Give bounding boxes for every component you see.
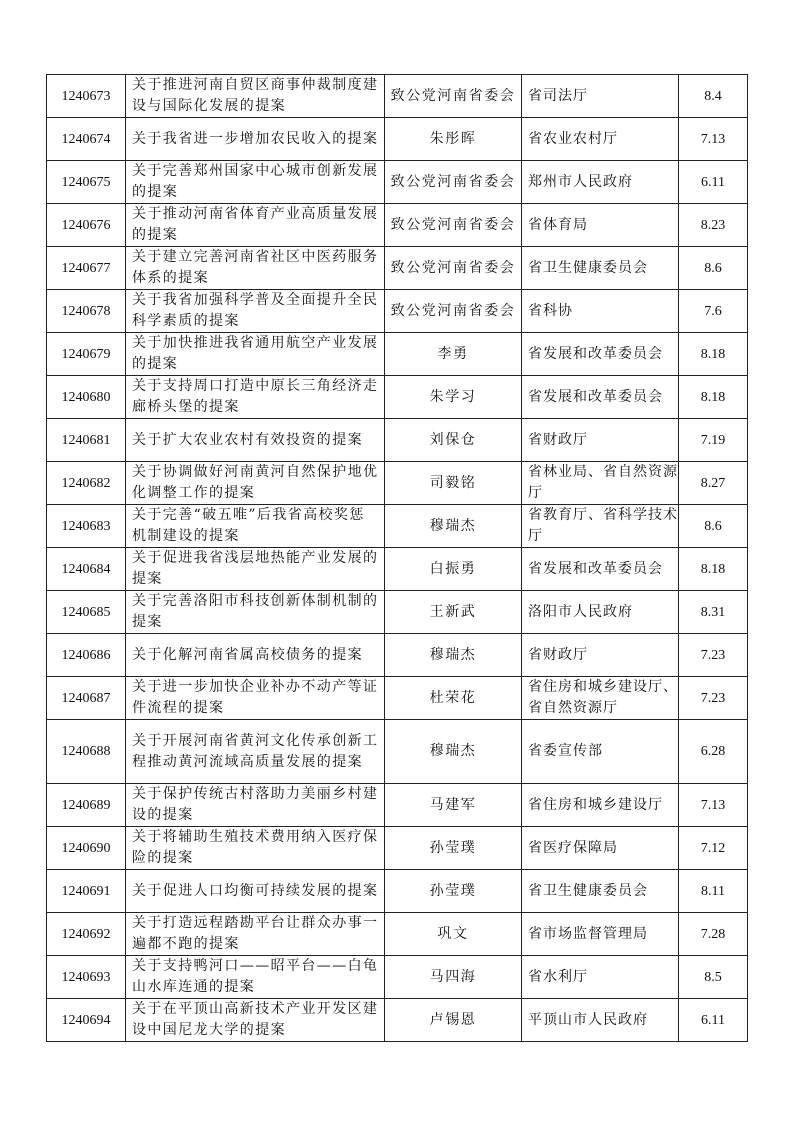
proposal-title: 关于打造远程踏勘平台让群众办事一遍都不跑的提案 <box>126 913 385 956</box>
proposal-title: 关于支持周口打造中原长三角经济走廊桥头堡的提案 <box>126 376 385 419</box>
date: 8.11 <box>679 870 748 913</box>
date: 8.18 <box>679 376 748 419</box>
table-row <box>47 204 748 247</box>
proposal-number: 1240675 <box>47 161 126 204</box>
proposal-number: 1240674 <box>47 118 126 161</box>
handling-department: 省卫生健康委员会 <box>522 870 679 913</box>
date: 7.28 <box>679 913 748 956</box>
proposal-number: 1240676 <box>47 204 126 247</box>
proposer: 穆瑞杰 <box>385 634 522 677</box>
proposal-number: 1240679 <box>47 333 126 376</box>
proposal-number: 1240686 <box>47 634 126 677</box>
proposer: 李勇 <box>385 333 522 376</box>
proposal-number: 1240689 <box>47 784 126 827</box>
proposal-title: 关于建立完善河南省社区中医药服务体系的提案 <box>126 247 385 290</box>
proposer: 白振勇 <box>385 548 522 591</box>
table-row <box>47 870 748 913</box>
date: 7.13 <box>679 118 748 161</box>
date: 6.11 <box>679 999 748 1042</box>
proposal-number: 1240685 <box>47 591 126 634</box>
table-row <box>47 376 748 419</box>
proposal-number: 1240680 <box>47 376 126 419</box>
date: 8.23 <box>679 204 748 247</box>
handling-department: 省卫生健康委员会 <box>522 247 679 290</box>
proposer: 司毅铭 <box>385 462 522 505</box>
handling-department: 平顶山市人民政府 <box>522 999 679 1042</box>
table-row <box>47 75 748 118</box>
proposal-number: 1240673 <box>47 75 126 118</box>
handling-department: 省体育局 <box>522 204 679 247</box>
proposal-number: 1240682 <box>47 462 126 505</box>
proposer: 马四海 <box>385 956 522 999</box>
proposal-number: 1240683 <box>47 505 126 548</box>
proposer: 致公党河南省委会 <box>385 161 522 204</box>
date: 8.5 <box>679 956 748 999</box>
proposal-title: 关于协调做好河南黄河自然保护地优化调整工作的提案 <box>126 462 385 505</box>
table-row <box>47 419 748 462</box>
handling-department: 省住房和城乡建设厅 <box>522 784 679 827</box>
proposer: 巩文 <box>385 913 522 956</box>
handling-department: 省教育厅、省科学技术厅 <box>522 505 679 548</box>
table-row <box>47 827 748 870</box>
proposer: 致公党河南省委会 <box>385 290 522 333</box>
proposal-title: 关于完善“破五唯”后我省高校奖惩机制建设的提案 <box>126 505 385 548</box>
handling-department: 省市场监督管理局 <box>522 913 679 956</box>
proposal-title: 关于进一步加快企业补办不动产等证件流程的提案 <box>126 677 385 720</box>
proposal-title: 关于开展河南省黄河文化传承创新工程推动黄河流域高质量发展的提案 <box>126 720 385 784</box>
date: 7.23 <box>679 677 748 720</box>
proposer: 朱学习 <box>385 376 522 419</box>
table-row <box>47 462 748 505</box>
proposal-table-body <box>47 75 748 1042</box>
handling-department: 省林业局、省自然资源厅 <box>522 462 679 505</box>
proposal-number: 1240677 <box>47 247 126 290</box>
proposer: 王新武 <box>385 591 522 634</box>
table-row <box>47 634 748 677</box>
handling-department: 省水利厅 <box>522 956 679 999</box>
proposer: 孙莹璞 <box>385 870 522 913</box>
handling-department: 省财政厅 <box>522 634 679 677</box>
table-row <box>47 720 748 784</box>
proposal-number: 1240694 <box>47 999 126 1042</box>
proposal-number: 1240684 <box>47 548 126 591</box>
proposer: 杜荣花 <box>385 677 522 720</box>
handling-department: 省发展和改革委员会 <box>522 333 679 376</box>
proposal-title: 关于完善洛阳市科技创新体制机制的提案 <box>126 591 385 634</box>
table-row <box>47 677 748 720</box>
handling-department: 省财政厅 <box>522 419 679 462</box>
proposer: 马建军 <box>385 784 522 827</box>
table-row <box>47 118 748 161</box>
table-row <box>47 290 748 333</box>
date: 6.28 <box>679 720 748 784</box>
handling-department: 省发展和改革委员会 <box>522 376 679 419</box>
proposal-number: 1240681 <box>47 419 126 462</box>
date: 8.6 <box>679 505 748 548</box>
date: 7.13 <box>679 784 748 827</box>
proposal-number: 1240687 <box>47 677 126 720</box>
handling-department: 省发展和改革委员会 <box>522 548 679 591</box>
date: 6.11 <box>679 161 748 204</box>
date: 7.19 <box>679 419 748 462</box>
proposal-title: 关于推动河南省体育产业高质量发展的提案 <box>126 204 385 247</box>
proposal-title: 关于扩大农业农村有效投资的提案 <box>126 419 385 462</box>
table-row <box>47 548 748 591</box>
proposal-number: 1240692 <box>47 913 126 956</box>
proposal-table <box>46 74 748 1042</box>
proposal-title: 关于推进河南自贸区商事仲裁制度建设与国际化发展的提案 <box>126 75 385 118</box>
proposal-title: 关于化解河南省属高校债务的提案 <box>126 634 385 677</box>
proposal-title: 关于我省进一步增加农民收入的提案 <box>126 118 385 161</box>
proposal-number: 1240690 <box>47 827 126 870</box>
proposer: 致公党河南省委会 <box>385 75 522 118</box>
handling-department: 洛阳市人民政府 <box>522 591 679 634</box>
date: 8.18 <box>679 548 748 591</box>
handling-department: 省委宣传部 <box>522 720 679 784</box>
table-row <box>47 161 748 204</box>
proposal-title: 关于促进人口均衡可持续发展的提案 <box>126 870 385 913</box>
handling-department: 省司法厅 <box>522 75 679 118</box>
proposal-number: 1240678 <box>47 290 126 333</box>
date: 8.4 <box>679 75 748 118</box>
proposer: 孙莹璞 <box>385 827 522 870</box>
date: 7.12 <box>679 827 748 870</box>
proposal-title: 关于将辅助生殖技术费用纳入医疗保险的提案 <box>126 827 385 870</box>
date: 8.6 <box>679 247 748 290</box>
proposer: 致公党河南省委会 <box>385 204 522 247</box>
table-row <box>47 247 748 290</box>
handling-department: 省住房和城乡建设厅、省自然资源厅 <box>522 677 679 720</box>
table-row <box>47 913 748 956</box>
proposal-title: 关于促进我省浅层地热能产业发展的提案 <box>126 548 385 591</box>
date: 7.23 <box>679 634 748 677</box>
proposal-title: 关于完善郑州国家中心城市创新发展的提案 <box>126 161 385 204</box>
proposer: 穆瑞杰 <box>385 505 522 548</box>
proposer: 卢锡恩 <box>385 999 522 1042</box>
handling-department: 省农业农村厅 <box>522 118 679 161</box>
handling-department: 省科协 <box>522 290 679 333</box>
table-row <box>47 956 748 999</box>
proposal-number: 1240691 <box>47 870 126 913</box>
proposal-title: 关于保护传统古村落助力美丽乡村建设的提案 <box>126 784 385 827</box>
proposal-title: 关于加快推进我省通用航空产业发展的提案 <box>126 333 385 376</box>
table-row <box>47 591 748 634</box>
proposal-title: 关于支持鸭河口——昭平台——白龟山水库连通的提案 <box>126 956 385 999</box>
date: 7.6 <box>679 290 748 333</box>
proposal-title: 关于在平顶山高新技术产业开发区建设中国尼龙大学的提案 <box>126 999 385 1042</box>
proposal-title: 关于我省加强科学普及全面提升全民科学素质的提案 <box>126 290 385 333</box>
proposer: 刘保仓 <box>385 419 522 462</box>
table-row <box>47 333 748 376</box>
table-row <box>47 999 748 1042</box>
proposer: 穆瑞杰 <box>385 720 522 784</box>
table-row <box>47 505 748 548</box>
date: 8.27 <box>679 462 748 505</box>
table-row <box>47 784 748 827</box>
proposer: 致公党河南省委会 <box>385 247 522 290</box>
proposal-number: 1240688 <box>47 720 126 784</box>
handling-department: 郑州市人民政府 <box>522 161 679 204</box>
date: 8.18 <box>679 333 748 376</box>
proposer: 朱彤晖 <box>385 118 522 161</box>
handling-department: 省医疗保障局 <box>522 827 679 870</box>
proposal-number: 1240693 <box>47 956 126 999</box>
date: 8.31 <box>679 591 748 634</box>
